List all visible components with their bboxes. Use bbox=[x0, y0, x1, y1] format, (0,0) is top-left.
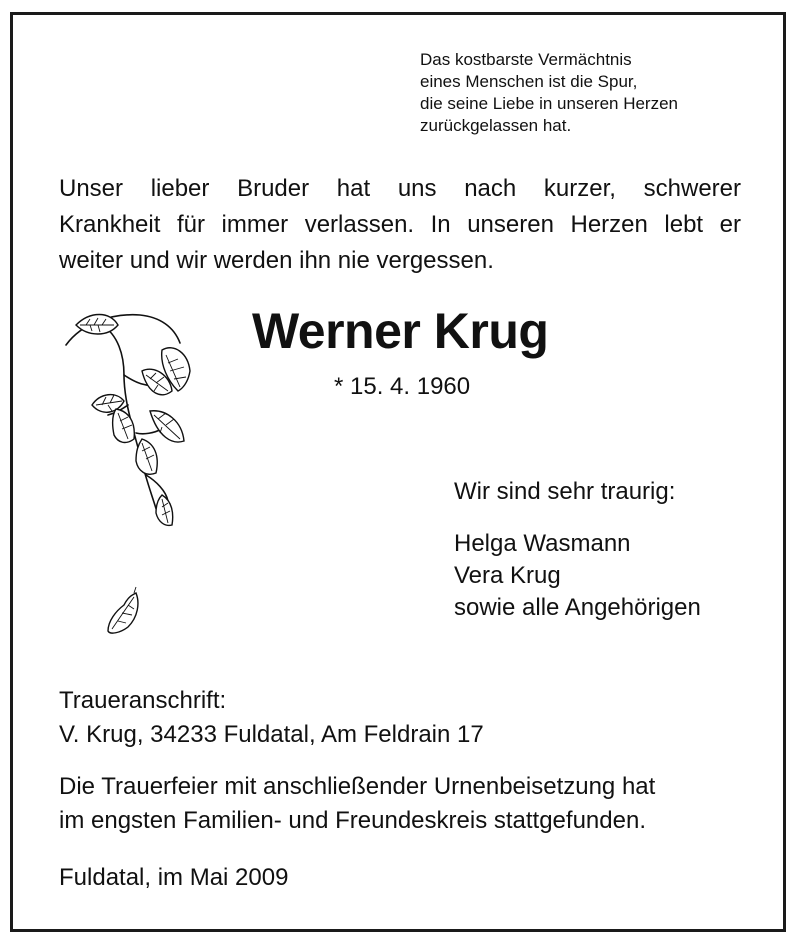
service-line: Die Trauerfeier mit anschließender Urnenbeisetzung hat bbox=[59, 773, 656, 800]
mourner-name: Helga Wasmann bbox=[454, 530, 631, 557]
intro-line: Krankheit für immer verlassen. In unseren Herzen lebt er bbox=[59, 211, 741, 238]
mourning-address bbox=[59, 684, 484, 752]
memorial-quote bbox=[420, 49, 678, 137]
mourner-name: sowie alle Angehörigen bbox=[454, 594, 701, 621]
mourners-heading: Wir sind sehr traurig: bbox=[454, 478, 676, 505]
address-value: V. Krug, 34233 Fuldatal, Am Feldrain 17 bbox=[59, 721, 484, 748]
intro-text bbox=[59, 171, 741, 279]
service-notice bbox=[59, 770, 655, 838]
quote-line: Das kostbarste Vermächtnis bbox=[420, 50, 632, 69]
intro-line: Unser lieber Bruder hat uns nach kurzer, schwerer bbox=[59, 175, 741, 202]
deceased-name: Werner Krug bbox=[252, 303, 549, 359]
birth-date: * 15. 4. 1960 bbox=[334, 373, 471, 400]
quote-line: eines Menschen ist die Spur, bbox=[420, 72, 638, 91]
quote-line: die seine Liebe in unseren Herzen bbox=[420, 94, 679, 113]
mourners-list bbox=[454, 528, 701, 624]
quote-line: zurückgelassen hat. bbox=[420, 116, 572, 135]
place-and-date: Fuldatal, im Mai 2009 bbox=[59, 864, 289, 891]
mourner-name: Vera Krug bbox=[454, 562, 561, 589]
service-line: im engsten Familien- und Freundeskreis stattgefunden. bbox=[59, 807, 646, 834]
intro-line: weiter und wir werden ihn nie vergessen. bbox=[59, 247, 494, 274]
leaf-branch-illustration bbox=[62, 305, 202, 645]
address-label: Traueranschrift: bbox=[59, 687, 227, 714]
